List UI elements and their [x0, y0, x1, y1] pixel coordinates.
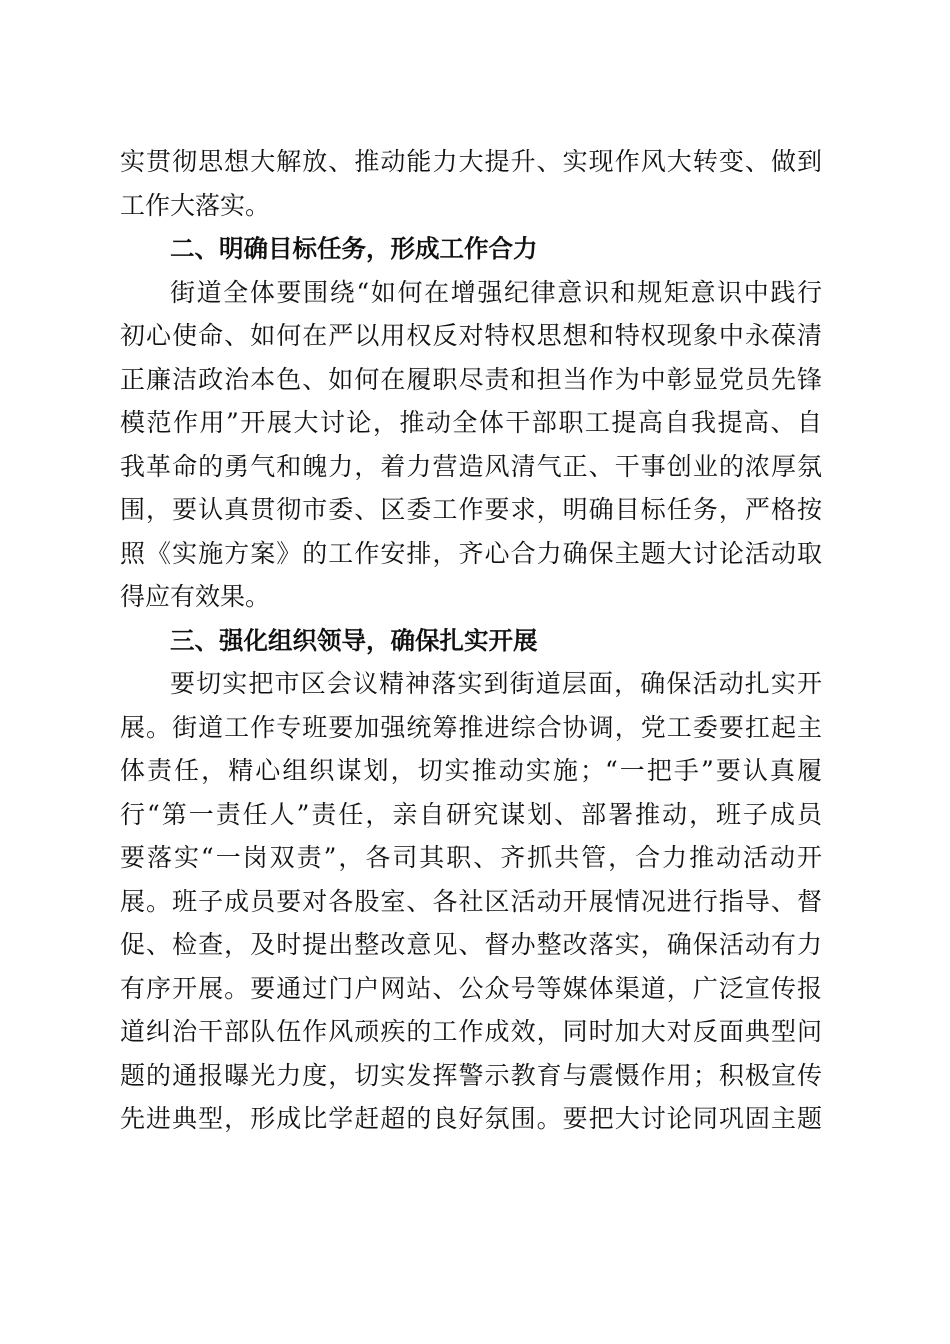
- section-3-line-3: 体责任，精心组织谋划，切实推动实施；“一把手”要认真履: [120, 756, 822, 785]
- section-3-heading: 三、强化组织领导，确保扎实开展: [170, 625, 538, 655]
- section-3-line-7: 促、检查，及时提出整改意见、督办整改落实，确保活动有力: [120, 930, 822, 959]
- section-3-line-8: 有序开展。要通过门户网站、公众号等媒体渠道，广泛宣传报: [120, 973, 822, 1003]
- section-2-line-7: 照《实施方案》的工作安排，齐心合力确保主题大讨论活动取: [120, 538, 822, 568]
- continuation-line-2: 工作大落实。: [120, 190, 271, 220]
- section-3-line-6: 展。班子成员要对各股室、各社区活动开展情况进行指导、督: [120, 886, 822, 916]
- section-3-line-9: 道纠治干部队伍作风顽疾的工作成效，同时加大对反面典型问: [120, 1017, 822, 1046]
- section-2-line-4: 模范作用”开展大讨论，推动全体干部职工提高自我提高、自: [120, 408, 822, 437]
- section-3-line-5: 要落实“一岗双责”，各司其职、齐抓共管，合力推动活动开: [120, 843, 822, 872]
- section-2-line-1: 街道全体要围绕“如何在增强纪律意识和规矩意识中践行: [170, 277, 822, 307]
- continuation-line-1: 实贯彻思想大解放、推动能力大提升、实现作风大转变、做到: [120, 147, 822, 176]
- section-3-line-1: 要切实把市区会议精神落实到街道层面，确保活动扎实开: [170, 669, 822, 698]
- section-2-line-8: 得应有效果。: [120, 582, 271, 611]
- section-3-line-10: 题的通报曝光力度，切实发挥警示教育与震慑作用；积极宣传: [120, 1060, 822, 1090]
- section-2-line-6: 围，要认真贯彻市委、区委工作要求，明确目标任务，严格按: [120, 495, 822, 524]
- section-2-line-5: 我革命的勇气和魄力，着力营造风清气正、干事创业的浓厚氛: [120, 451, 822, 481]
- section-2-line-2: 初心使命、如何在严以用权反对特权思想和特权现象中永葆清: [120, 321, 822, 350]
- document-body: [120, 140, 822, 1141]
- section-3-line-4: 行“第一责任人”责任，亲自研究谋划、部署推动，班子成员: [120, 799, 822, 829]
- section-3-line-2: 展。街道工作专班要加强统筹推进综合协调，党工委要扛起主: [120, 712, 822, 742]
- section-3-line-11: 先进典型，形成比学赶超的良好氛围。要把大讨论同巩固主题: [120, 1104, 822, 1133]
- section-2-heading: 二、明确目标任务，形成工作合力: [170, 234, 538, 263]
- section-2-line-3: 正廉洁政治本色、如何在履职尽责和担当作为中彰显党员先锋: [120, 364, 822, 394]
